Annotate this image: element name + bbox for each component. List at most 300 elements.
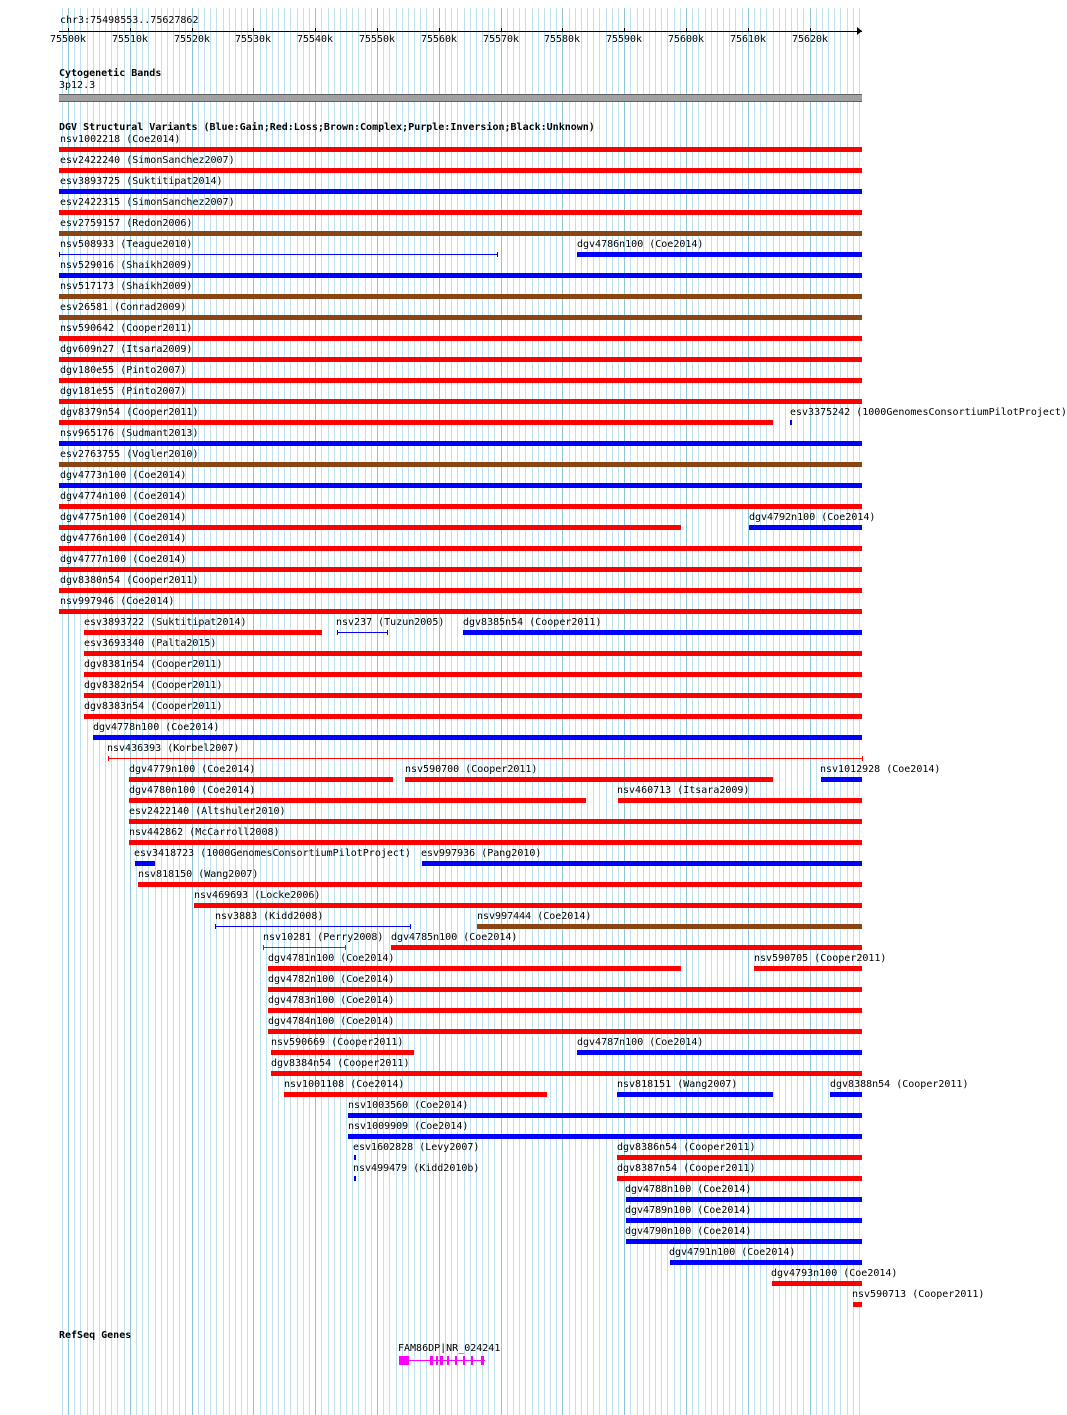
ruler-tick-label: 75620k — [791, 34, 829, 45]
dgv-variant-label[interactable]: nsv997946 (Coe2014) — [60, 596, 175, 607]
ruler-tick — [624, 28, 625, 32]
grid-line — [501, 8, 502, 1415]
dgv-variant-bar[interactable] — [59, 483, 862, 488]
grid-line — [686, 8, 687, 1415]
dgv-variant-bar[interactable] — [59, 504, 862, 509]
dgv-variant-label[interactable]: esv2422240 (SimonSanchez2007) — [60, 155, 235, 166]
grid-line — [328, 8, 329, 1415]
gene-label[interactable]: FAM86DP|NR_024241 — [398, 1343, 501, 1354]
grid-line — [859, 8, 860, 1415]
dgv-variant-label[interactable]: dgv8381n54 (Cooper2011) — [84, 659, 223, 670]
dgv-variant-bar[interactable] — [617, 1176, 862, 1181]
dgv-variant-label[interactable]: nsv818151 (Wang2007) — [617, 1079, 738, 1090]
grid-line — [711, 8, 712, 1415]
dgv-variant-bar[interactable] — [577, 252, 862, 257]
dgv-variant-bar[interactable] — [59, 441, 862, 446]
dgv-variant-bar[interactable] — [59, 254, 497, 255]
dgv-variant-label[interactable]: dgv180e55 (Pinto2007) — [60, 365, 187, 376]
dgv-variant-bar[interactable] — [790, 420, 792, 425]
dgv-variant-label[interactable]: nsv529016 (Shaikh2009) — [60, 260, 193, 271]
dgv-variant-bar[interactable] — [215, 926, 410, 927]
dgv-variant-bar[interactable] — [129, 798, 586, 803]
grid-line — [624, 8, 625, 1415]
grid-line — [661, 8, 662, 1415]
grid-line — [655, 8, 656, 1415]
dgv-variant-label[interactable]: nsv965176 (Sudmant2013) — [60, 428, 199, 439]
grid-line — [346, 8, 347, 1415]
dgv-variant-bar[interactable] — [772, 1281, 862, 1286]
grid-line — [674, 8, 675, 1415]
dgv-variant-endcap — [345, 945, 346, 950]
dgv-variant-label[interactable]: dgv4780n100 (Coe2014) — [129, 785, 256, 796]
dgv-variant-bar[interactable] — [422, 861, 862, 866]
dgv-variant-label[interactable]: nsv590713 (Cooper2011) — [852, 1289, 985, 1300]
cytoband-label: 3p12.3 — [59, 80, 96, 91]
dgv-variant-bar[interactable] — [84, 714, 862, 719]
dgv-variant-bar[interactable] — [268, 1008, 862, 1013]
grid-line — [717, 8, 718, 1415]
dgv-variant-endcap — [215, 924, 216, 929]
dgv-variant-label[interactable]: dgv4774n100 (Coe2014) — [60, 491, 187, 502]
grid-line — [705, 8, 706, 1415]
dgv-variant-label[interactable]: dgv4782n100 (Coe2014) — [268, 974, 395, 985]
cytoband-bar[interactable] — [59, 94, 862, 102]
dgv-variant-endcap — [497, 252, 498, 257]
dgv-variant-bar[interactable] — [59, 189, 862, 194]
dgv-variant-label[interactable]: dgv4779n100 (Coe2014) — [129, 764, 256, 775]
dgv-variant-label[interactable]: dgv8384n54 (Cooper2011) — [271, 1058, 410, 1069]
dgv-variant-label[interactable]: dgv4776n100 (Coe2014) — [60, 533, 187, 544]
grid-line — [599, 8, 600, 1415]
gene-exon[interactable] — [399, 1356, 409, 1365]
ruler-tick — [501, 28, 502, 32]
grid-line — [476, 8, 477, 1415]
dgv-variant-bar[interactable] — [129, 840, 862, 845]
grid-line — [847, 8, 848, 1415]
grid-line — [754, 8, 755, 1415]
dgv-variant-bar[interactable] — [284, 1092, 547, 1097]
grid-line — [253, 8, 254, 1415]
ruler-tick-label: 75600k — [667, 34, 705, 45]
dgv-variant-label[interactable]: dgv4784n100 (Coe2014) — [268, 1016, 395, 1027]
dgv-variant-bar[interactable] — [59, 588, 862, 593]
dgv-variant-bar[interactable] — [59, 609, 862, 614]
dgv-variant-bar[interactable] — [263, 947, 345, 948]
grid-line — [544, 8, 545, 1415]
grid-line — [532, 8, 533, 1415]
grid-line — [278, 8, 279, 1415]
dgv-variant-label[interactable]: dgv4788n100 (Coe2014) — [625, 1184, 752, 1195]
dgv-variant-label[interactable]: dgv181e55 (Pinto2007) — [60, 386, 187, 397]
dgv-variant-label[interactable]: nsv436393 (Korbel2007) — [107, 743, 240, 754]
dgv-variant-label[interactable]: dgv4787n100 (Coe2014) — [577, 1037, 704, 1048]
grid-line — [396, 8, 397, 1415]
dgv-variant-bar[interactable] — [405, 777, 773, 782]
dgv-variant-bar[interactable] — [59, 399, 862, 404]
gene-exon[interactable] — [463, 1356, 465, 1365]
ruler-tick — [686, 28, 687, 32]
ruler-tick — [748, 28, 749, 32]
ruler-tick — [192, 28, 193, 32]
grid-line — [297, 8, 298, 1415]
grid-line — [550, 8, 551, 1415]
dgv-variant-bar[interactable] — [59, 210, 862, 215]
dgv-variant-bar[interactable] — [626, 1218, 862, 1223]
dgv-variant-bar[interactable] — [59, 357, 862, 362]
dgv-variant-bar[interactable] — [59, 168, 862, 173]
grid-line — [618, 8, 619, 1415]
dgv-variant-bar[interactable] — [84, 672, 862, 677]
dgv-variant-bar[interactable] — [626, 1197, 862, 1202]
grid-line — [247, 8, 248, 1415]
dgv-variant-bar[interactable] — [59, 567, 862, 572]
grid-line — [451, 8, 452, 1415]
dgv-variant-label[interactable]: dgv8379n54 (Cooper2011) — [60, 407, 199, 418]
dgv-variant-endcap — [59, 252, 60, 257]
ruler-tick-label: 75580k — [543, 34, 581, 45]
dgv-variant-bar[interactable] — [626, 1239, 862, 1244]
grid-line — [377, 8, 378, 1415]
dgv-variant-label[interactable]: nsv508933 (Teague2010) — [60, 239, 193, 250]
ruler-tick — [377, 28, 378, 32]
dgv-variant-label[interactable]: nsv590705 (Cooper2011) — [754, 953, 887, 964]
ruler-tick-label: 75550k — [358, 34, 396, 45]
dgv-variant-bar[interactable] — [271, 1050, 414, 1055]
dgv-variant-label[interactable]: esv2422140 (Altshuler2010) — [129, 806, 286, 817]
dgv-variant-label[interactable]: esv1602828 (Levy2007) — [353, 1142, 480, 1153]
dgv-variant-bar[interactable] — [84, 630, 322, 635]
grid-line — [365, 8, 366, 1415]
grid-line — [309, 8, 310, 1415]
grid-line — [414, 8, 415, 1415]
dgv-variant-label[interactable]: dgv8382n54 (Cooper2011) — [84, 680, 223, 691]
dgv-variant-bar[interactable] — [59, 315, 862, 320]
grid-line — [575, 8, 576, 1415]
grid-line — [340, 8, 341, 1415]
grid-line — [649, 8, 650, 1415]
dgv-variant-bar[interactable] — [391, 945, 862, 950]
dgv-variant-label[interactable]: esv3375242 (1000GenomesConsortiumPilotProject) — [790, 407, 1067, 418]
dgv-variant-label[interactable]: dgv8388n54 (Cooper2011) — [830, 1079, 969, 1090]
dgv-variant-bar[interactable] — [84, 693, 862, 698]
dgv-variant-bar[interactable] — [271, 1071, 862, 1076]
dgv-variant-bar[interactable] — [59, 273, 862, 278]
grid-line — [402, 8, 403, 1415]
dgv-variant-label[interactable]: nsv517173 (Shaikh2009) — [60, 281, 193, 292]
dgv-variant-label[interactable]: nsv818150 (Wang2007) — [138, 869, 259, 880]
grid-line — [290, 8, 291, 1415]
dgv-variant-label[interactable]: dgv4792n100 (Coe2014) — [749, 512, 876, 523]
dgv-variant-bar[interactable] — [59, 231, 862, 236]
dgv-variant-bar[interactable] — [754, 966, 862, 971]
dgv-variant-endcap — [108, 756, 109, 761]
grid-line — [834, 8, 835, 1415]
gene-exon[interactable] — [447, 1356, 449, 1365]
grid-line — [260, 8, 261, 1415]
dgv-variant-bar[interactable] — [268, 1029, 862, 1034]
dgv-variant-label[interactable]: nsv442862 (McCarroll2008) — [129, 827, 280, 838]
dgv-variant-label[interactable]: dgv4789n100 (Coe2014) — [625, 1205, 752, 1216]
dgv-variant-bar[interactable] — [138, 882, 862, 887]
ruler-tick — [68, 28, 69, 32]
grid-line — [680, 8, 681, 1415]
grid-line — [667, 8, 668, 1415]
dgv-variant-label[interactable]: dgv8380n54 (Cooper2011) — [60, 575, 199, 586]
dgv-variant-bar[interactable] — [59, 525, 681, 530]
dgv-variant-label[interactable]: dgv4791n100 (Coe2014) — [669, 1247, 796, 1258]
dgv-variant-bar[interactable] — [194, 903, 862, 908]
dgv-variant-label[interactable]: esv2759157 (Redon2006) — [60, 218, 193, 229]
dgv-variant-label[interactable]: nsv1003560 (Coe2014) — [348, 1100, 469, 1111]
grid-line — [637, 8, 638, 1415]
dgv-variant-label[interactable]: nsv1001108 (Coe2014) — [284, 1079, 405, 1090]
grid-line — [470, 8, 471, 1415]
grid-line — [538, 8, 539, 1415]
dgv-variant-label[interactable]: esv26581 (Conrad2009) — [60, 302, 187, 313]
ruler-tick-label: 75520k — [173, 34, 211, 45]
dgv-variant-label[interactable]: esv2422315 (SimonSanchez2007) — [60, 197, 235, 208]
ruler-right-arrow-icon — [857, 27, 862, 35]
dgv-variant-bar[interactable] — [268, 966, 681, 971]
grid-line — [488, 8, 489, 1415]
grid-line — [643, 8, 644, 1415]
grid-line — [569, 8, 570, 1415]
dgv-variant-label[interactable]: esv997936 (Pang2010) — [421, 848, 542, 859]
dgv-variant-label[interactable]: nsv590669 (Cooper2011) — [271, 1037, 404, 1048]
dgv-variant-label[interactable]: nsv3883 (Kidd2008) — [215, 911, 324, 922]
dgv-variant-label[interactable]: dgv4775n100 (Coe2014) — [60, 512, 187, 523]
grid-line — [284, 8, 285, 1415]
dgv-variant-bar[interactable] — [463, 630, 862, 635]
grid-line — [389, 8, 390, 1415]
dgv-variant-label[interactable]: nsv469693 (Locke2006) — [194, 890, 321, 901]
ruler-tick-label: 75500k — [49, 34, 87, 45]
dgv-variant-bar[interactable] — [670, 1260, 862, 1265]
grid-line — [445, 8, 446, 1415]
dgv-variant-label[interactable]: dgv4793n100 (Coe2014) — [771, 1268, 898, 1279]
grid-line — [698, 8, 699, 1415]
dgv-variant-label[interactable]: dgv4790n100 (Coe2014) — [625, 1226, 752, 1237]
grid-line — [766, 8, 767, 1415]
grid-line — [723, 8, 724, 1415]
grid-line — [773, 8, 774, 1415]
dgv-variant-bar[interactable] — [354, 1155, 356, 1160]
grid-line — [612, 8, 613, 1415]
dgv-variant-label[interactable]: esv3418723 (1000GenomesConsortiumPilotProject) — [134, 848, 411, 859]
ruler-tick — [130, 28, 131, 32]
dgv-variant-endcap — [263, 945, 264, 950]
dgv-variant-bar[interactable] — [135, 861, 155, 866]
grid-line — [408, 8, 409, 1415]
gene-exon[interactable] — [455, 1356, 457, 1365]
grid-line — [519, 8, 520, 1415]
dgv-variant-label[interactable]: dgv4777n100 (Coe2014) — [60, 554, 187, 565]
ruler-tick-label: 75590k — [605, 34, 643, 45]
grid-line — [735, 8, 736, 1415]
dgv-variant-bar[interactable] — [108, 758, 862, 759]
dgv-variant-bar[interactable] — [477, 924, 862, 929]
dgv-variant-label[interactable]: dgv8383n54 (Cooper2011) — [84, 701, 223, 712]
grid-line — [581, 8, 582, 1415]
gene-exon[interactable] — [440, 1356, 443, 1365]
dgv-variant-bar[interactable] — [59, 546, 862, 551]
ruler-tick — [439, 28, 440, 32]
grid-line — [729, 8, 730, 1415]
grid-line — [383, 8, 384, 1415]
ruler-tick-label: 75510k — [111, 34, 149, 45]
grid-line — [426, 8, 427, 1415]
dgv-variant-label[interactable]: nsv1002218 (Coe2014) — [60, 134, 181, 145]
grid-line — [606, 8, 607, 1415]
dgv-variant-label[interactable]: dgv8386n54 (Cooper2011) — [617, 1142, 756, 1153]
dgv-variant-bar[interactable] — [618, 798, 862, 803]
dgv-variant-bar[interactable] — [749, 525, 862, 530]
grid-line — [223, 8, 224, 1415]
ruler-tick-label: 75540k — [296, 34, 334, 45]
dgv-variant-bar[interactable] — [84, 651, 862, 656]
grid-line — [593, 8, 594, 1415]
grid-line — [803, 8, 804, 1415]
ruler-tick-label: 75610k — [729, 34, 767, 45]
dgv-variant-bar[interactable] — [59, 336, 862, 341]
dgv-variant-endcap — [410, 924, 411, 929]
ruler-axis — [59, 31, 862, 32]
dgv-variant-bar[interactable] — [354, 1176, 356, 1181]
coordinate-label: chr3:75498553..75627862 — [60, 15, 199, 26]
grid-line — [433, 8, 434, 1415]
ruler-tick — [253, 28, 254, 32]
ruler-tick-label: 75530k — [234, 34, 272, 45]
grid-line — [562, 8, 563, 1415]
dgv-variant-bar[interactable] — [617, 1092, 773, 1097]
dgv-variant-label[interactable]: dgv8385n54 (Cooper2011) — [463, 617, 602, 628]
grid-line — [797, 8, 798, 1415]
grid-line — [266, 8, 267, 1415]
grid-line — [822, 8, 823, 1415]
dgv-variant-label[interactable]: dgv4786n100 (Coe2014) — [577, 239, 704, 250]
gene-exon[interactable] — [481, 1356, 484, 1365]
gene-exon[interactable] — [436, 1356, 438, 1365]
grid-line — [482, 8, 483, 1415]
ruler-tick — [562, 28, 563, 32]
dgv-variant-bar[interactable] — [129, 777, 393, 782]
dgv-variant-label[interactable]: nsv997444 (Coe2014) — [477, 911, 592, 922]
dgv-variant-bar[interactable] — [348, 1113, 862, 1118]
grid-line — [439, 8, 440, 1415]
gene-exon[interactable] — [471, 1356, 473, 1365]
grid-line — [464, 8, 465, 1415]
cytoband-track-title: Cytogenetic Bands — [59, 68, 162, 79]
grid-line — [785, 8, 786, 1415]
grid-line — [853, 8, 854, 1415]
dgv-variant-label[interactable]: nsv590700 (Cooper2011) — [405, 764, 538, 775]
dgv-variant-label[interactable]: esv3893722 (Suktitipat2014) — [84, 617, 247, 628]
grid-line — [507, 8, 508, 1415]
dgv-variant-endcap — [337, 630, 338, 635]
dgv-variant-label[interactable]: dgv609n27 (Itsara2009) — [60, 344, 193, 355]
grid-line — [816, 8, 817, 1415]
grid-line — [840, 8, 841, 1415]
dgv-variant-bar[interactable] — [59, 294, 862, 299]
dgv-variant-bar[interactable] — [617, 1155, 862, 1160]
grid-line — [241, 8, 242, 1415]
grid-line — [556, 8, 557, 1415]
grid-line — [692, 8, 693, 1415]
ruler-tick-label: 75570k — [482, 34, 520, 45]
dgv-variant-label[interactable]: nsv590642 (Cooper2011) — [60, 323, 193, 334]
dgv-variant-bar[interactable] — [821, 777, 862, 782]
dgv-variant-bar[interactable] — [268, 987, 862, 992]
dgv-variant-bar[interactable] — [93, 735, 862, 740]
grid-line — [229, 8, 230, 1415]
dgv-variant-bar[interactable] — [59, 147, 862, 152]
dgv-variant-label[interactable]: nsv460713 (Itsara2009) — [617, 785, 750, 796]
grid-line — [513, 8, 514, 1415]
ruler-tick — [315, 28, 316, 32]
grid-line — [321, 8, 322, 1415]
dgv-variant-label[interactable]: esv3693340 (Palta2015) — [84, 638, 217, 649]
grid-line — [358, 8, 359, 1415]
dgv-variant-bar[interactable] — [577, 1050, 862, 1055]
dgv-variant-label[interactable]: nsv1012928 (Coe2014) — [820, 764, 941, 775]
grid-line — [494, 8, 495, 1415]
dgv-variant-bar[interactable] — [129, 819, 862, 824]
dgv-variant-label[interactable]: esv2763755 (Vogler2010) — [60, 449, 199, 460]
dgv-variant-label[interactable]: esv3893725 (Suktitipat2014) — [60, 176, 223, 187]
grid-line — [352, 8, 353, 1415]
grid-line — [272, 8, 273, 1415]
grid-line — [630, 8, 631, 1415]
dgv-variant-label[interactable]: dgv4778n100 (Coe2014) — [93, 722, 220, 733]
grid-line — [525, 8, 526, 1415]
grid-line — [371, 8, 372, 1415]
dgv-variant-label[interactable]: dgv4781n100 (Coe2014) — [268, 953, 395, 964]
grid-line — [791, 8, 792, 1415]
dgv-variant-bar[interactable] — [337, 632, 387, 633]
grid-line — [420, 8, 421, 1415]
grid-line — [810, 8, 811, 1415]
dgv-variant-label[interactable]: dgv4783n100 (Coe2014) — [268, 995, 395, 1006]
dgv-variant-bar[interactable] — [59, 462, 862, 467]
dgv-variant-label[interactable]: nsv10281 (Perry2008) — [263, 932, 384, 943]
grid-line — [334, 8, 335, 1415]
dgv-variant-bar[interactable] — [830, 1092, 862, 1097]
grid-line — [303, 8, 304, 1415]
ruler-tick — [810, 28, 811, 32]
dgv-variant-label[interactable]: nsv1009909 (Coe2014) — [348, 1121, 469, 1132]
refseq-track-title: RefSeq Genes — [59, 1330, 132, 1341]
grid-line — [587, 8, 588, 1415]
ruler-tick-label: 75560k — [420, 34, 458, 45]
dgv-variant-bar[interactable] — [853, 1302, 862, 1307]
dgv-variant-bar[interactable] — [348, 1134, 862, 1139]
dgv-variant-label[interactable]: dgv4785n100 (Coe2014) — [391, 932, 518, 943]
dgv-variant-bar[interactable] — [59, 378, 862, 383]
grid-line — [315, 8, 316, 1415]
gene-exon[interactable] — [430, 1356, 433, 1365]
dgv-variant-label[interactable]: nsv499479 (Kidd2010b) — [353, 1163, 480, 1174]
grid-line — [742, 8, 743, 1415]
dgv-variant-bar[interactable] — [59, 420, 773, 425]
dgv-variant-label[interactable]: nsv237 (Tuzun2005) — [336, 617, 445, 628]
dgv-variant-label[interactable]: dgv4773n100 (Coe2014) — [60, 470, 187, 481]
grid-line — [828, 8, 829, 1415]
dgv-variant-endcap — [862, 756, 863, 761]
grid-line — [760, 8, 761, 1415]
grid-line — [748, 8, 749, 1415]
dgv-variant-label[interactable]: dgv8387n54 (Cooper2011) — [617, 1163, 756, 1174]
grid-line — [457, 8, 458, 1415]
